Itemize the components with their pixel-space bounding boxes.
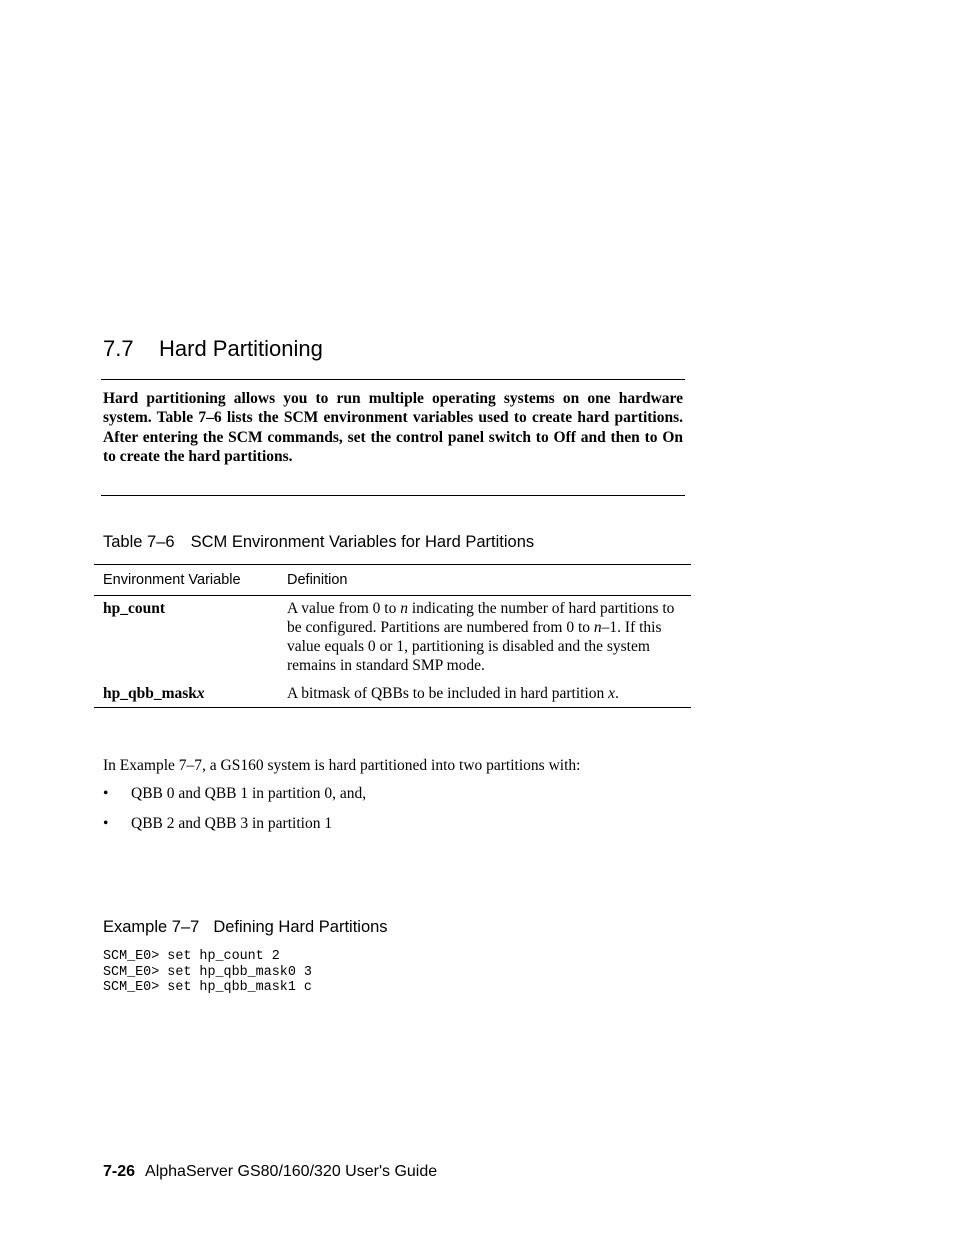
page-number: 7-26 [103,1163,136,1180]
variable-name-suffix: x [196,685,205,702]
variable-name-text: hp_qbb_mask [103,685,197,702]
definition-italic: n [593,619,602,636]
environment-variables-table [94,564,691,708]
document-title: AlphaServer GS80/160/320 User's Guide [145,1163,438,1180]
table-caption-number: Table 7–6 [103,533,175,551]
section-heading [103,336,323,362]
definition-text: –1. If this value equals 0 or 1, partitioning is disabled and the system remains in standard SMP mode. [287,619,662,674]
bullet-glyph: • [103,785,109,802]
definition-text: A value from 0 to [287,600,401,617]
example-caption [103,918,388,937]
variable-name [94,683,284,708]
column-header-definition: Definition [284,565,691,596]
example-caption-title: Defining Hard Partitions [213,918,388,936]
definition-text: . [615,685,619,702]
variable-name-text: hp_count [103,600,166,617]
list-item-text: QBB 2 and QBB 3 in partition 1 [131,815,333,832]
bullet-glyph: • [103,815,109,832]
definition-text: indicating the number of hard partitions to be configured. Partitions are numbered from 0 to [287,600,675,636]
example-caption-number: Example 7–7 [103,918,200,936]
table-caption [103,533,534,552]
table-row [94,683,691,708]
section-title: Hard Partitioning [159,336,323,361]
section-number: 7.7 [103,336,134,361]
page-footer [103,1163,437,1181]
list-item [103,785,366,803]
code-example: SCM_E0> set hp_count 2 SCM_E0> set hp_qbb_mask0 3 SCM_E0> set hp_qbb_mask1 c [103,949,312,996]
list-item-text: QBB 0 and QBB 1 in partition 0, and, [131,785,367,802]
intro-paragraph: Hard partitioning allows you to run multiple operating systems on one hardware system. Table 7–6 lists the SCM environment variables used to create hard partitions. After entering the SCM commands, set the control panel switch to Off and then to On to create the hard partitions. [103,390,683,466]
definition-italic: n [400,600,408,617]
intro-rule-bottom [101,495,685,496]
table-row [94,596,691,684]
definition-italic: x [608,685,616,702]
example-intro-paragraph: In Example 7–7, a GS160 system is hard partitioned into two partitions with: [103,757,581,774]
column-header-variable: Environment Variable [94,565,284,596]
list-item [103,815,332,833]
variable-name [94,596,284,684]
variable-definition [284,683,691,708]
intro-rule-top [101,379,685,380]
table-caption-title: SCM Environment Variables for Hard Partitions [190,533,535,551]
definition-text: A bitmask of QBBs to be included in hard partition [287,685,609,702]
table-header-row [94,565,691,596]
variable-definition [284,596,691,684]
